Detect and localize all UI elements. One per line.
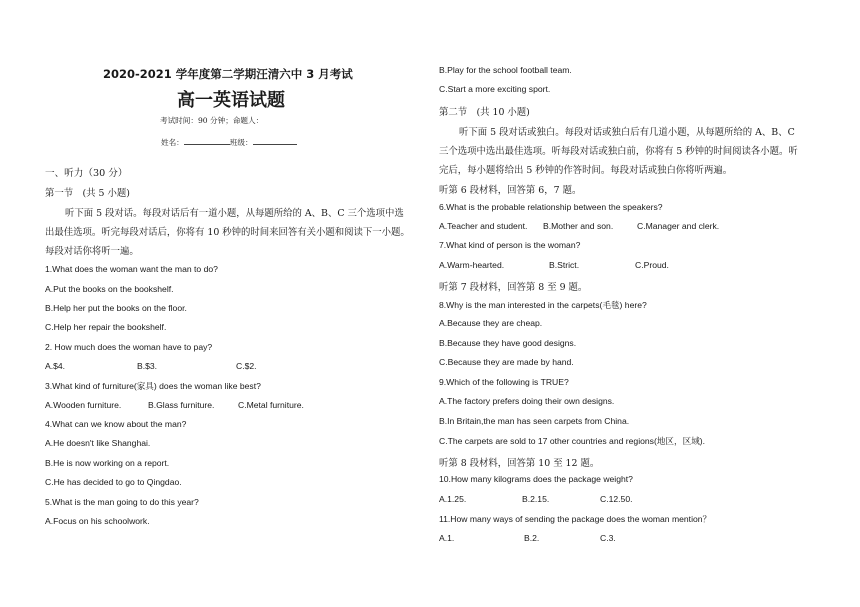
name-class-line — [161, 136, 297, 148]
option-6c: C.Manager and clerk. — [637, 221, 720, 231]
option-10b: B.2.15. — [522, 494, 550, 504]
option-1c: C.Help her repair the bookshelf. — [45, 322, 167, 332]
name-blank — [184, 136, 230, 145]
option-4b: B.He is now working on a report. — [45, 458, 170, 468]
option-2c: C.$2. — [236, 361, 257, 371]
class-label: 班级： — [229, 138, 253, 147]
question-2: 2. How much does the woman have to pay? — [45, 342, 213, 352]
part1-instruction-line: 听下面 5 段对话。每段对话后有一道小题，从每题所给的 A、B、C 三个选项中选 — [65, 208, 404, 219]
exam-title: 2020-2021 学年度第二学期汪清六中 3 月考试 — [103, 67, 353, 81]
question-7: 7.What kind of person is the woman? — [439, 240, 581, 250]
option-9a: A.The factory prefers doing their own designs. — [439, 396, 615, 406]
option-2b: B.$3. — [137, 361, 158, 371]
option-9c: C.The carpets are sold to 17 other countries and regions(地区，区域). — [439, 436, 706, 446]
option-4a: A.He doesn't like Shanghai. — [45, 438, 151, 448]
subject-title: 高一英语试题 — [177, 90, 285, 111]
question-3: 3.What kind of furniture(家具) does the woman like best? — [45, 381, 261, 391]
option-2a: A.$4. — [45, 361, 66, 371]
option-6b: B.Mother and son. — [543, 221, 614, 231]
option-8b: B.Because they have good designs. — [439, 338, 577, 348]
question-5: 5.What is the man going to do this year? — [45, 497, 199, 507]
option-3a: A.Wooden furniture. — [45, 400, 122, 410]
question-8: 8.Why is the man interested in the carpets(毛毯) here? — [439, 300, 647, 310]
question-4: 4.What can we know about the man? — [45, 419, 187, 429]
option-7c: C.Proud. — [635, 260, 669, 270]
option-10c: C.12.50. — [600, 494, 633, 504]
part2-instruction-line: 三个选项中选出最佳选项。听每段对话或独白前，你将有 5 秒钟的时间阅读各小题。听 — [439, 146, 798, 157]
option-9b: B.In Britain,the man has seen carpets from China. — [439, 416, 630, 426]
section-title: 一、听力（30 分） — [45, 168, 128, 179]
part2-title: 第二节 (共 10 小题) — [439, 107, 530, 118]
option-5b: B.Play for the school football team. — [439, 65, 572, 75]
part2-instruction-line: 完后，每小题将给出 5 秒钟的作答时间。每段对话或独白你将听两遍。 — [439, 165, 733, 176]
question-6: 6.What is the probable relationship between the speakers? — [439, 202, 663, 212]
part1-instruction-line: 出最佳选项。听完每段对话后，你将有 10 秒钟的时间来回答有关小题和阅读下一小题。 — [45, 227, 410, 238]
option-11c: C.3. — [600, 533, 616, 543]
material-7-note: 听第 7 段材料，回答第 8 至 9 题。 — [439, 282, 588, 293]
option-1a: A.Put the books on the bookshelf. — [45, 284, 174, 294]
option-7a: A.Warm-hearted. — [439, 260, 505, 270]
material-6-note: 听第 6 段材料，回答第 6，7 题。 — [439, 185, 582, 196]
option-1b: B.Help her put the books on the floor. — [45, 303, 187, 313]
part1-instruction-line: 每段对话你将听一遍。 — [45, 246, 139, 257]
option-11a: A.1. — [439, 533, 455, 543]
option-6a: A.Teacher and student. — [439, 221, 528, 231]
question-11: 11.How many ways of sending the package does the woman mention？ — [439, 514, 712, 524]
option-5a: A.Focus on his schoolwork. — [45, 516, 150, 526]
material-8-note: 听第 8 段材料，回答第 10 至 12 题。 — [439, 458, 600, 469]
option-3b: B.Glass furniture. — [148, 400, 215, 410]
option-11b: B.2. — [524, 533, 540, 543]
option-3c: C.Metal furniture. — [238, 400, 304, 410]
question-10: 10.How many kilograms does the package weight? — [439, 474, 633, 484]
option-8c: C.Because they are made by hand. — [439, 357, 574, 367]
option-10a: A.1.25. — [439, 494, 467, 504]
question-1: 1.What does the woman want the man to do? — [45, 264, 218, 274]
option-4c: C.He has decided to go to Qingdao. — [45, 477, 182, 487]
option-5c: C.Start a more exciting sport. — [439, 84, 551, 94]
exam-info: 考试时间：90 分钟；命题人： — [160, 116, 264, 125]
name-label: 姓名： — [161, 138, 184, 147]
option-8a: A.Because they are cheap. — [439, 318, 543, 328]
part2-instruction-line: 听下面 5 段对话或独白。每段对话或独白后有几道小题，从每题所给的 A、B、C — [459, 127, 795, 138]
part1-title: 第一节 (共 5 小题) — [45, 188, 130, 199]
option-7b: B.Strict. — [549, 260, 580, 270]
question-9: 9.Which of the following is TRUE? — [439, 377, 569, 387]
class-blank — [253, 136, 297, 145]
